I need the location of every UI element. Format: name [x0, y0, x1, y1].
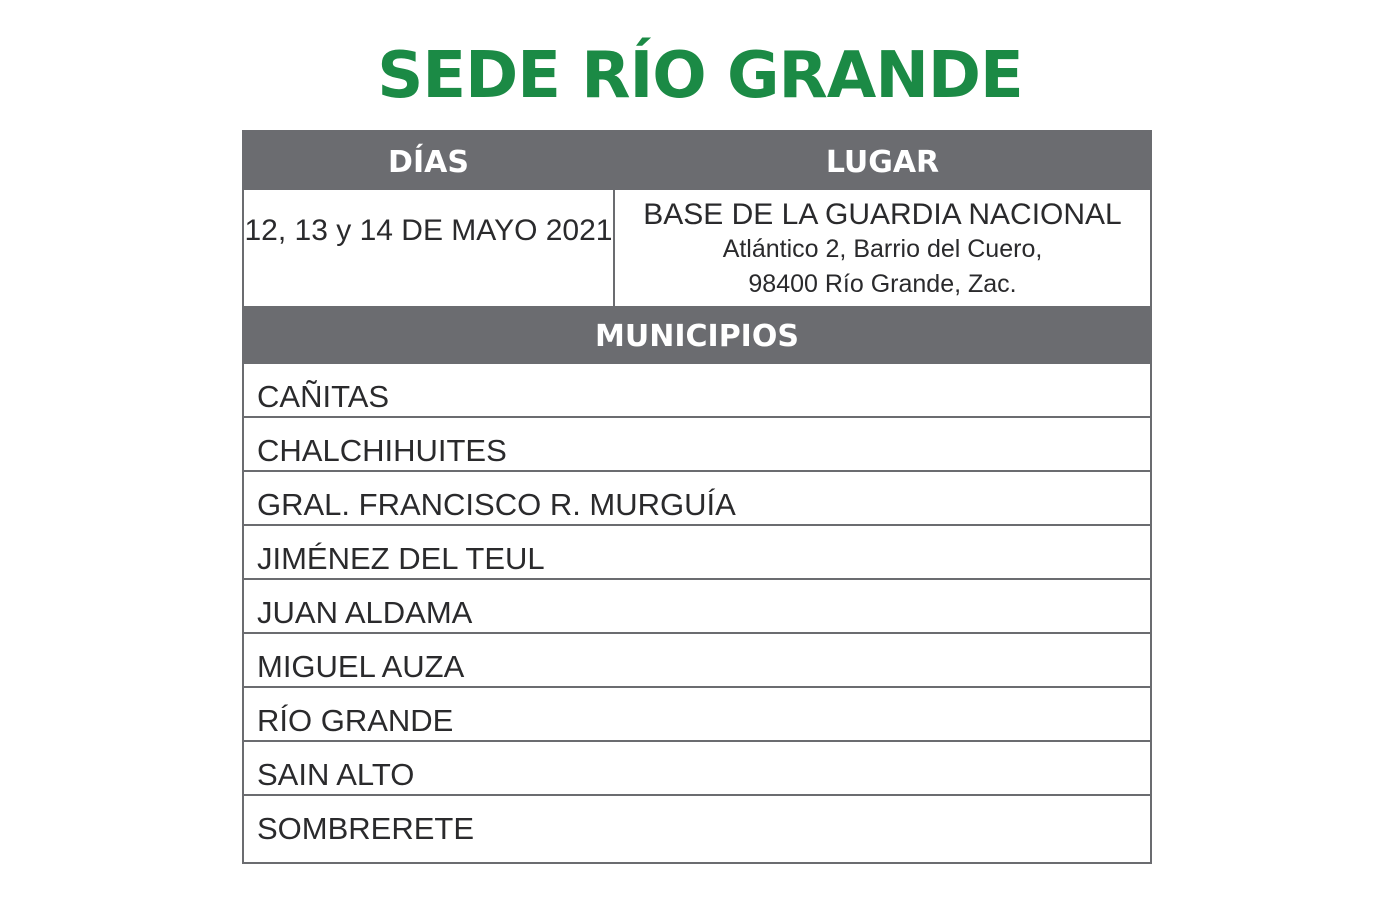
- list-item: SOMBRERETE: [257, 811, 475, 846]
- list-item: MIGUEL AUZA: [244, 634, 1150, 688]
- lugar-name: BASE DE LA GUARDIA NACIONAL: [643, 198, 1122, 231]
- page-title: SEDE RÍO GRANDE: [377, 39, 1023, 113]
- municipios-header-row: [244, 306, 1150, 364]
- table-header-row: [244, 132, 1150, 190]
- lugar-header: LUGAR: [825, 145, 940, 180]
- dias-value: 12, 13 y 14 DE MAYO 2021: [244, 190, 615, 306]
- municipios-list: [244, 364, 1150, 866]
- list-item: CAÑITAS: [244, 364, 1150, 418]
- municipios-header: MUNICIPIOS: [595, 319, 799, 354]
- info-row: [244, 190, 1150, 306]
- list-item: JUAN ALDAMA: [244, 580, 1150, 634]
- list-item: GRAL. FRANCISCO R. MURGUÍA: [244, 472, 1150, 526]
- lugar-address-line1: Atlántico 2, Barrio del Cuero,: [722, 235, 1043, 263]
- dias-header: DÍAS: [388, 145, 469, 180]
- list-item: RÍO GRANDE: [244, 688, 1150, 742]
- lugar-address-line2: 98400 Río Grande, Zac.: [748, 270, 1017, 298]
- list-item: SAIN ALTO: [244, 742, 1150, 796]
- list-item: CHALCHIHUITES: [244, 418, 1150, 472]
- list-item: JIMÉNEZ DEL TEUL: [244, 526, 1150, 580]
- lugar-cell: [615, 190, 1150, 306]
- schedule-table: [242, 130, 1152, 864]
